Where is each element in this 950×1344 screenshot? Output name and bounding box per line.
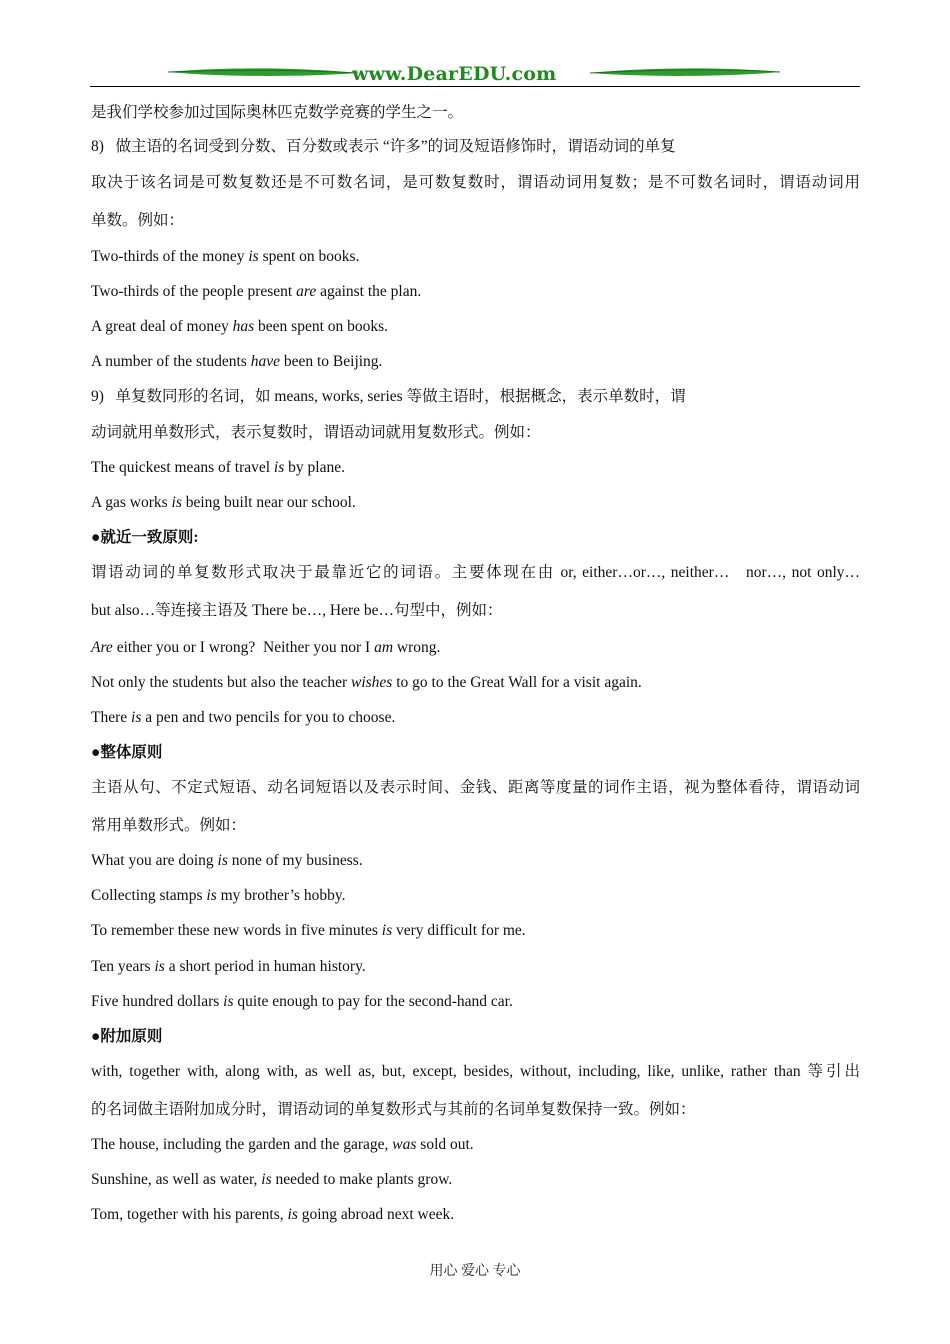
italic-verb: are bbox=[296, 283, 317, 300]
sentence-part: A number of the students bbox=[91, 353, 251, 370]
italic-verb: was bbox=[392, 1136, 417, 1153]
text-line bbox=[91, 1135, 474, 1155]
sentence-part: to go to the Great Wall for a visit again. bbox=[392, 674, 642, 691]
sentence-part: either you or I wrong? Neither you nor I bbox=[112, 639, 375, 656]
page-footer: 用心 爱心 专心 bbox=[429, 1264, 521, 1279]
text-line: with, together with, along with, as well as, but, except, besides, without, including, like, unlike, rather than 等引出 bbox=[91, 1063, 860, 1080]
italic-verb: Are bbox=[91, 639, 113, 656]
sentence-part: none of my business. bbox=[227, 852, 363, 869]
text-line: 谓语动词的单复数形式取决于最靠近它的词语。主要体现在由 or, either…or…, neither… nor…, not only… bbox=[91, 564, 860, 581]
site-logo-text: www.DearEDU.com bbox=[352, 63, 557, 85]
text-line bbox=[91, 1170, 452, 1190]
text-line bbox=[91, 992, 513, 1012]
sentence-part: The quickest means of travel bbox=[91, 459, 274, 476]
sentence-part: What you are doing bbox=[91, 852, 218, 869]
green-swoosh-right bbox=[590, 66, 780, 80]
sentence-part: my brother’s hobby. bbox=[216, 887, 346, 904]
sentence-part: A gas works bbox=[91, 494, 172, 511]
text-line bbox=[91, 886, 345, 906]
sentence-part: very difficult for me. bbox=[392, 922, 526, 939]
sentence-part: wrong. bbox=[393, 639, 441, 656]
text-line bbox=[91, 851, 363, 871]
italic-verb: is bbox=[217, 852, 228, 869]
sentence-part: been spent on books. bbox=[254, 318, 389, 335]
italic-verb: is bbox=[381, 922, 393, 939]
text-line bbox=[91, 957, 366, 977]
sentence-part: Five hundred dollars bbox=[91, 993, 224, 1010]
sentence-part: been to Beijing. bbox=[279, 353, 383, 370]
text-line bbox=[91, 352, 382, 372]
header-rule bbox=[90, 86, 860, 87]
green-swoosh-left bbox=[168, 66, 358, 80]
sentence-part: sold out. bbox=[416, 1136, 474, 1153]
text-line: 常用单数形式。例如： bbox=[91, 817, 247, 834]
text-line: 9) 单复数同形的名词，如 means, works, series 等做主语时，根据概念，表示单数时，谓 bbox=[91, 388, 686, 405]
sentence-part: Two-thirds of the money bbox=[91, 248, 249, 265]
text-line: 的名词做主语附加成分时，谓语动词的单复数形式与其前的名词单复数保持一致。例如： bbox=[91, 1101, 696, 1118]
text-line: 单数。例如： bbox=[91, 212, 185, 229]
italic-verb: is bbox=[261, 1171, 272, 1188]
text-line: 8) 做主语的名词受到分数、百分数或表示 “许多”的词及短语修饰时，谓语动词的单复 bbox=[91, 138, 676, 155]
sentence-part: being built near our school. bbox=[181, 494, 356, 511]
italic-verb: is bbox=[171, 494, 182, 511]
text-line bbox=[91, 282, 421, 302]
italic-verb: am bbox=[374, 639, 394, 656]
sentence-part: Two-thirds of the people present bbox=[91, 283, 297, 300]
text-line bbox=[91, 1205, 454, 1225]
italic-verb: wishes bbox=[351, 674, 393, 691]
italic-verb: is bbox=[248, 248, 259, 265]
sentence-part: There bbox=[91, 709, 132, 726]
sentence-part: Not only the students but also the teacher bbox=[91, 674, 351, 691]
text-line: but also…等连接主语及 There be…, Here be…句型中，例如： bbox=[91, 602, 503, 619]
sentence-part: Sunshine, as well as water, bbox=[91, 1171, 262, 1188]
sentence-part: Tom, together with his parents, bbox=[91, 1206, 288, 1223]
italic-verb: is bbox=[223, 993, 234, 1010]
sentence-part: going abroad next week. bbox=[297, 1206, 455, 1223]
italic-verb: is bbox=[154, 958, 165, 975]
text-line bbox=[91, 708, 395, 728]
italic-verb: is bbox=[131, 709, 142, 726]
text-line bbox=[91, 673, 642, 693]
sentence-part: against the plan. bbox=[316, 283, 422, 300]
text-line bbox=[91, 493, 356, 513]
sentence-part: spent on books. bbox=[258, 248, 360, 265]
sentence-part: Collecting stamps bbox=[91, 887, 207, 904]
sentence-part: a pen and two pencils for you to choose. bbox=[141, 709, 396, 726]
italic-verb: is bbox=[287, 1206, 298, 1223]
sentence-part: a short period in human history. bbox=[164, 958, 366, 975]
text-line bbox=[91, 638, 440, 658]
page-header bbox=[90, 62, 860, 90]
section-heading: ●附加原则 bbox=[91, 1028, 163, 1045]
sentence-part: by plane. bbox=[284, 459, 345, 476]
italic-verb: is bbox=[206, 887, 217, 904]
sentence-part: Ten years bbox=[91, 958, 155, 975]
text-line bbox=[91, 458, 345, 478]
text-line: 是我们学校参加过国际奥林匹克数学竞赛的学生之一。 bbox=[91, 104, 464, 121]
text-line: 取决于该名词是可数复数还是不可数名词，是可数复数时，谓语动词用复数；是不可数名词时，谓语动词用 bbox=[91, 174, 860, 191]
sentence-part: quite enough to pay for the second-hand car. bbox=[233, 993, 513, 1010]
text-line: 主语从句、不定式短语、动名词短语以及表示时间、金钱、距离等度量的词作主语，视为整体看待，谓语动词 bbox=[91, 779, 860, 796]
text-line bbox=[91, 921, 526, 941]
italic-verb: is bbox=[273, 459, 285, 476]
sentence-part: needed to make plants grow. bbox=[271, 1171, 453, 1188]
section-heading: ●就近一致原则: bbox=[91, 529, 199, 546]
sentence-part: A great deal of money bbox=[91, 318, 233, 335]
sentence-part: The house, including the garden and the garage, bbox=[91, 1136, 393, 1153]
italic-verb: have bbox=[250, 353, 280, 370]
text-line bbox=[91, 247, 359, 267]
sentence-part: To remember these new words in five minutes bbox=[91, 922, 382, 939]
section-heading: ●整体原则 bbox=[91, 744, 163, 761]
text-line: 动词就用单数形式，表示复数时，谓语动词就用复数形式。例如： bbox=[91, 424, 541, 441]
italic-verb: has bbox=[232, 318, 255, 335]
text-line bbox=[91, 317, 388, 337]
